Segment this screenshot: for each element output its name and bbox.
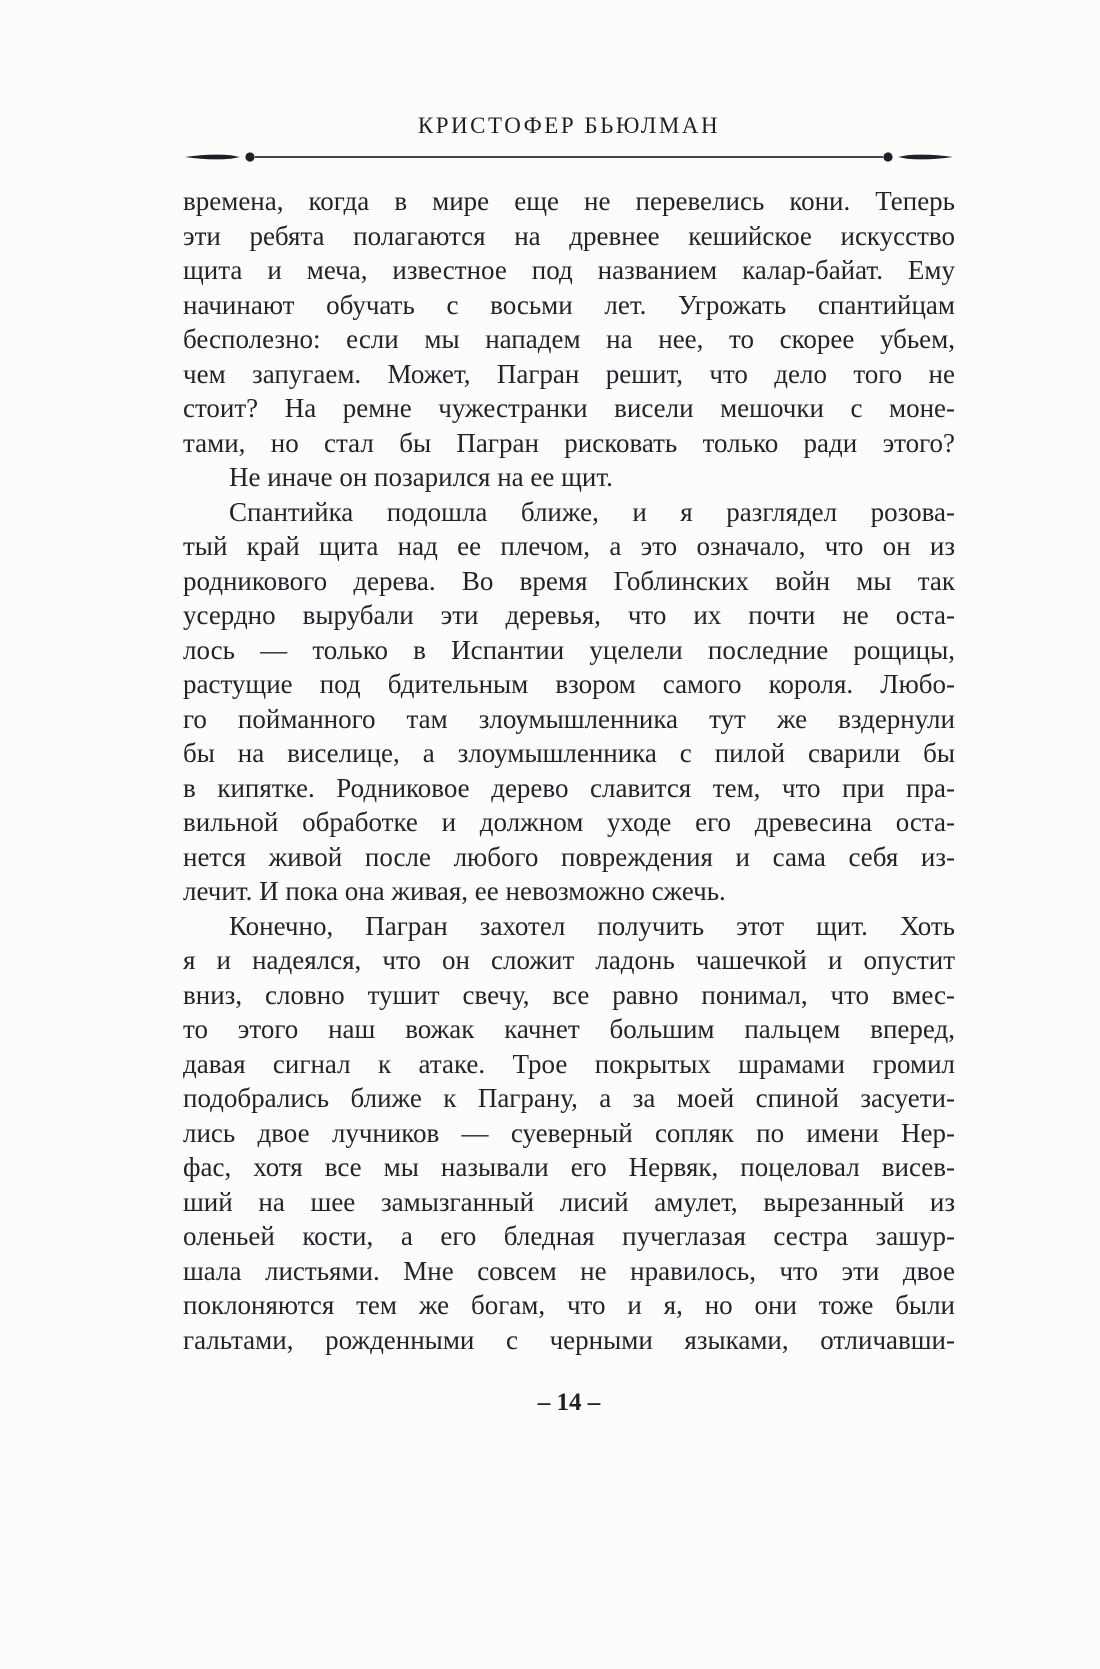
text-line: вильной обработке и должном уходе его древесина оста- [183,807,955,837]
text-line: оленьей кости, а его бледная пучеглазая сестра зашур- [183,1221,955,1251]
text-line: лись двое лучников — суеверный сопляк по имени Нер- [183,1117,955,1148]
text-line: ший на шее замызганный лисий амулет, вырезанный из [183,1186,955,1217]
text-line: времена, когда в мире еще не перевелись кони. Теперь [183,186,955,216]
text-line: шала листьями. Мне совсем не нравилось, что эти двое [183,1255,955,1286]
text-line: бесполезно: если мы нападем на нее, то скорее убьем, [183,324,955,354]
text-line: в кипятке. Родниковое дерево славится тем, что при пра- [183,772,955,803]
text-line: гальтами, рожденными с черными языками, отличавши- [183,1324,955,1355]
text-line: эти ребята полагаются на древнее кешийское искусство [183,220,955,251]
text-line: го пойманного там злоумышленника тут же вздернули [183,703,955,734]
text-line: Спантийка подошла ближе, и я разглядел розова- [229,496,955,527]
text-line: лось — только в Испантии уцелели последние рощицы, [183,634,955,665]
text-line: стоит? На ремне чужестранки висели мешочки с моне- [183,393,955,423]
text-line: фас, хотя все мы называли его Нервяк, поцеловал висев- [183,1152,955,1182]
header-divider [183,150,955,164]
text-line: усердно вырубали эти деревья, что их почти не оста- [183,600,955,630]
text-line: бы на виселице, а злоумышленника с пилой сварили бы [183,738,955,768]
text-line: лечит. И пока она живая, ее невозможно сжечь. [183,876,726,906]
divider-taper-right-icon [898,155,953,160]
text-line: Конечно, Пагран захотел получить этот щит. Хоть [229,910,955,941]
divider-ornament-icon [183,150,955,164]
text-line: тый край щита над ее плечом, а это означало, что он из [183,531,955,561]
page-number: – 14 – [537,1389,601,1416]
text-line: то этого наш вожак качнет большим пальцем вперед, [183,1014,955,1044]
divider-dot-left-icon [245,152,254,161]
text-line: родникового дерева. Во время Гоблинских войн мы так [183,565,955,596]
text-line: давая сигнал к атаке. Трое покрытых шрамами громил [183,1048,955,1079]
text-line: чем запугаем. Может, Пагран решит, что дело того не [183,358,955,389]
running-header-author: КРИСТОФЕР БЬЮЛМАН [417,113,721,138]
text-line: Не иначе он позарился на ее щит. [229,462,613,492]
text-line: нется живой после любого повреждения и сама себя из- [183,841,955,872]
divider-dot-right-icon [883,152,892,161]
text-line: тами, но стал бы Пагран рисковать только ради этого? [183,427,955,458]
text-line: начинают обучать с восьми лет. Угрожать спантийцам [183,289,955,320]
text-line: подобрались ближе к Паграну, а за моей спиной засуети- [183,1083,955,1113]
text-line: поклоняются тем же богам, что и я, но они тоже были [183,1290,955,1320]
text-line: щита и меча, известное под названием калар-байат. Ему [183,255,955,285]
text-line: я и надеялся, что он сложит ладонь чашечкой и опустит [183,945,955,975]
text-line: вниз, словно тушит свечу, все равно понимал, что вмес- [183,979,955,1010]
body-text [183,184,955,1357]
text-line: растущие под бдительным взором самого короля. Любо- [183,669,955,699]
divider-taper-left-icon [185,155,240,160]
